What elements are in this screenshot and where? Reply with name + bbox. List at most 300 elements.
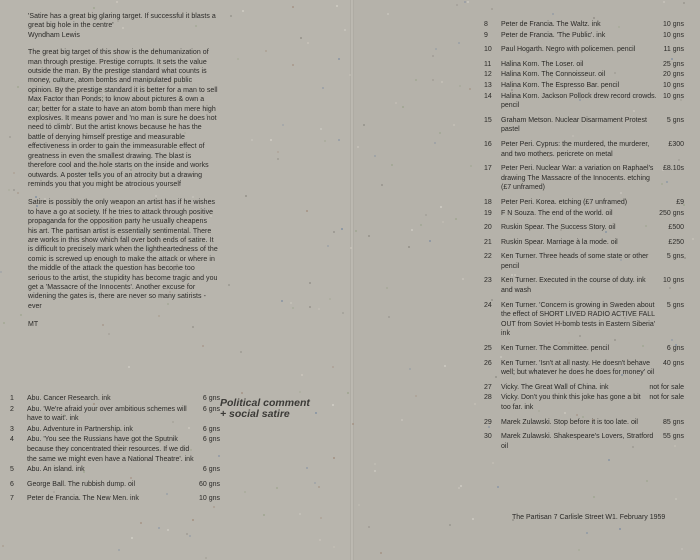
paper-fleck	[158, 527, 160, 529]
paper-fleck	[391, 164, 393, 166]
paper-fleck	[442, 221, 444, 223]
paper-fleck	[342, 312, 344, 314]
paper-fleck	[281, 300, 283, 302]
paper-fleck	[358, 504, 360, 506]
entry-number: 28	[484, 394, 492, 402]
paper-fleck	[409, 368, 411, 370]
entry-price: 10 gns	[662, 277, 684, 285]
entry-title: Marek Zulawski. Stop before it is too late. oil	[501, 418, 638, 426]
paper-fleck	[374, 463, 376, 465]
catalogue-entry	[484, 140, 684, 159]
entry-body	[501, 252, 684, 271]
paper-fleck	[265, 50, 267, 52]
paper-fleck	[307, 42, 309, 44]
entry-number: 21	[484, 238, 492, 246]
entry-row	[501, 60, 684, 70]
paper-fleck	[401, 419, 403, 421]
catalogue-entry	[484, 209, 684, 219]
entry-title: Paul Hogarth. Negro with policemen. pencil	[501, 46, 636, 54]
entry-price: 6 gns	[202, 425, 220, 433]
paper-fleck	[292, 64, 294, 66]
paper-fleck	[420, 224, 422, 226]
paper-fleck	[322, 87, 324, 89]
entry-price: not for sale	[649, 383, 684, 391]
entry-body	[501, 276, 684, 295]
paper-fleck	[186, 533, 188, 535]
paper-fleck	[329, 298, 331, 300]
catalogue-entry	[10, 425, 220, 435]
entry-price: 10 gns	[662, 31, 684, 39]
entry-body	[501, 223, 684, 233]
paper-fleck	[453, 124, 455, 126]
entry-title: George Ball. The rubbish dump. oil	[27, 480, 136, 488]
paper-fleck	[415, 395, 417, 397]
entry-number: 4	[10, 436, 14, 444]
paper-fleck	[408, 246, 410, 248]
entry-body	[501, 60, 684, 70]
entry-number: 6	[10, 480, 14, 488]
paper-fleck	[263, 514, 265, 516]
entry-row	[501, 198, 684, 208]
paper-fleck	[675, 498, 677, 500]
entry-row	[501, 344, 684, 354]
catalogue-entry	[484, 70, 684, 80]
entry-price: 40 gns	[662, 359, 684, 367]
catalogue-entry	[484, 81, 684, 91]
entry-row	[501, 301, 684, 339]
entry-row	[501, 238, 684, 248]
paper-fleck	[402, 106, 404, 108]
paper-fleck	[251, 139, 253, 141]
intro-paragraph-1: The great big target of this show is the dehumanization of man through prestige. Prestige corrupts. It sets the value outside the man. By the prestige standard what counts is money, culture, atom bombs and manipulated public opinion. By the prestige standard it is better for a man to sell Max Factor than Ponds; to know about pictures & own a car; better for a state to have an atom bomb than mere high explosives. It means power and 'no man is sure he does not need to climb'. But the artist knows because he has the battle of denying himself prestige and measurable effectiveness in order to gain the immeasurable effect of greatness in even the smallest drawing. The blast is therefore cool and the hole starts on the inside and works outwards. A poster tells you of an atrocity but a drawing reminds you that you might be atrocious yourself	[28, 49, 218, 188]
paper-fleck	[449, 524, 451, 526]
catalogue-entry	[10, 494, 220, 504]
paper-fleck	[368, 526, 370, 528]
paper-fleck	[425, 214, 427, 216]
paper-fleck	[140, 522, 142, 524]
imprint: The Partisan 7 Carlisle Street W1. February 1959	[512, 514, 666, 521]
entry-body	[501, 301, 684, 339]
entry-number: 18	[484, 198, 492, 206]
entry-price: 60 gns	[198, 480, 220, 488]
entry-price: 85 gns	[662, 418, 684, 426]
entry-price: 10 gns	[662, 92, 684, 100]
paper-fleck	[8, 189, 10, 191]
paper-fleck	[593, 17, 595, 19]
paper-fleck	[290, 302, 292, 304]
paper-fleck	[395, 102, 397, 104]
entry-title: Peter de Francia. The New Men. ink	[27, 495, 139, 503]
entry-row	[501, 276, 684, 295]
paper-fleck	[349, 74, 351, 76]
paper-fleck	[282, 124, 284, 126]
paper-fleck	[20, 314, 22, 316]
paper-fleck	[327, 245, 329, 247]
entry-number: 16	[484, 140, 492, 148]
entry-row	[501, 20, 684, 30]
entry-row	[501, 164, 684, 193]
paper-fleck	[277, 151, 279, 153]
works-list-right	[484, 20, 684, 456]
paper-fleck	[309, 306, 311, 308]
paper-fleck	[318, 308, 320, 310]
entry-body	[501, 92, 684, 111]
entry-number: 22	[484, 253, 492, 261]
entry-title: Peter de Francia. 'The Public'. ink	[501, 31, 606, 39]
entry-row	[501, 359, 684, 378]
page-fold	[350, 0, 354, 560]
entry-row	[501, 432, 684, 451]
catalogue-entry	[484, 31, 684, 41]
paper-fleck	[338, 139, 340, 141]
paper-fleck	[205, 557, 207, 559]
entry-title: Ken Turner. The Committee. pencil	[501, 345, 610, 353]
entry-number: 7	[10, 495, 14, 503]
entry-title: Abu. An island. ink	[27, 466, 85, 474]
paper-fleck	[357, 146, 359, 148]
paper-fleck	[344, 29, 346, 31]
paper-fleck	[352, 423, 354, 425]
entry-body	[501, 31, 684, 41]
paper-fleck	[3, 322, 5, 324]
entry-row	[27, 494, 220, 504]
catalogue-entry	[10, 435, 220, 464]
entry-number: 25	[484, 345, 492, 353]
entry-body	[501, 418, 684, 428]
entry-number: 9	[484, 31, 488, 39]
entry-number: 15	[484, 116, 492, 124]
entry-number: 26	[484, 359, 492, 367]
entry-body	[27, 465, 220, 475]
catalogue-entry	[484, 92, 684, 111]
paper-fleck	[270, 139, 272, 141]
paper-fleck	[491, 8, 493, 10]
paper-fleck	[355, 230, 357, 232]
catalogue-entry	[484, 45, 684, 55]
entry-body	[27, 425, 220, 435]
entry-title: F N Souza. The end of the world. oil	[501, 209, 613, 217]
paper-fleck	[128, 366, 130, 368]
entry-price: 5 gns	[666, 301, 684, 309]
paper-fleck	[93, 7, 95, 9]
paper-fleck	[301, 374, 303, 376]
paper-fleck	[336, 5, 338, 7]
paper-fleck	[276, 487, 278, 489]
catalogue-entry	[484, 60, 684, 70]
paper-fleck	[167, 529, 169, 531]
catalogue-entry	[10, 465, 220, 475]
entry-number: 23	[484, 277, 492, 285]
entry-body	[27, 480, 220, 490]
entry-row	[27, 394, 220, 404]
entry-price: £250	[668, 238, 684, 246]
paper-fleck	[320, 517, 322, 519]
entry-title: Abu. Adventure in Partnership. ink	[27, 425, 133, 433]
entry-row	[27, 435, 220, 464]
entry-title: Halina Korn. Jackson Pollock drew record crowds. pencil	[501, 92, 657, 110]
paper-fleck	[341, 228, 343, 230]
entry-row	[501, 45, 684, 55]
paper-fleck	[292, 6, 294, 8]
catalogue-entry	[484, 344, 684, 354]
paper-fleck	[474, 403, 476, 405]
catalogue-entry	[484, 383, 684, 393]
paper-fleck	[13, 189, 15, 191]
paper-fleck	[387, 13, 389, 15]
paper-fleck	[619, 528, 621, 530]
entry-row	[501, 31, 684, 41]
paper-fleck	[432, 79, 434, 81]
paper-fleck	[0, 271, 2, 273]
entry-title: Vicky. The Great Wall of China. ink	[501, 383, 609, 391]
entry-row	[27, 465, 220, 475]
paper-fleck	[242, 10, 244, 12]
paper-fleck	[333, 546, 335, 548]
paper-fleck	[470, 165, 472, 167]
paper-fleck	[388, 316, 390, 318]
entry-title: Vicky. Don't you think this joke has gone a bit too far. ink	[501, 394, 641, 411]
entry-title: Ken Turner. Executed in the course of duty. ink and wash	[501, 277, 646, 295]
paper-fleck	[299, 391, 301, 393]
paper-fleck	[333, 231, 335, 233]
catalogue-entry	[10, 480, 220, 490]
entry-number: 1	[10, 395, 14, 402]
paper-fleck	[347, 392, 349, 394]
paper-fleck	[192, 519, 194, 521]
entry-body	[501, 140, 684, 159]
entry-number: 3	[10, 425, 14, 433]
entry-body	[27, 394, 220, 404]
paper-fleck	[314, 482, 316, 484]
entry-price: £8.10s	[662, 165, 684, 173]
paper-fleck	[683, 2, 685, 4]
paper-fleck	[350, 247, 352, 249]
entry-title: Peter Peri. Korea. etching (£7 unframed)	[501, 198, 628, 206]
entry-title: Ken Turner. Three heads of some state or other pencil	[501, 253, 649, 270]
paper-fleck	[497, 486, 499, 488]
paper-fleck	[429, 240, 431, 242]
entry-row	[501, 252, 684, 271]
entry-row	[501, 383, 684, 393]
entry-number: 10	[484, 46, 492, 54]
entry-row	[501, 92, 684, 111]
paper-fleck	[381, 184, 383, 186]
entry-title: Ken Turner. 'Isn't at all nasty. He doesn't behave well; but whatever he does he does for money' oil	[501, 359, 655, 377]
works-list-left	[10, 394, 220, 509]
paper-fleck	[189, 535, 191, 537]
paper-fleck	[2, 545, 4, 547]
paper-fleck	[439, 132, 441, 134]
paper-fleck	[374, 155, 376, 157]
epigraph	[28, 12, 218, 40]
paper-fleck	[440, 206, 442, 208]
entry-number: 20	[484, 224, 492, 232]
paper-fleck	[460, 485, 462, 487]
catalogue-entry	[484, 276, 684, 295]
entry-row	[501, 209, 684, 219]
entry-price: 6 gns	[202, 436, 220, 444]
entry-row	[501, 393, 684, 412]
paper-fleck	[692, 238, 694, 240]
paper-fleck	[241, 392, 243, 394]
paper-fleck	[318, 486, 320, 488]
heading-line-1: Political comment	[220, 397, 310, 409]
heading-line-2: + social satire	[220, 408, 290, 420]
entry-price: 10 gns	[662, 81, 684, 89]
entry-price: 6 gns	[202, 466, 220, 474]
entry-row	[501, 81, 684, 91]
entry-number: 27	[484, 383, 492, 391]
paper-fleck	[324, 140, 326, 142]
paper-fleck	[306, 467, 308, 469]
entry-row	[501, 116, 684, 135]
paper-fleck	[663, 1, 665, 3]
entry-price: 55 gns	[662, 433, 684, 441]
paper-fleck	[299, 513, 301, 515]
entry-row	[501, 418, 684, 428]
paper-fleck	[458, 487, 460, 489]
entry-price: 20 gns	[662, 71, 684, 79]
paper-fleck	[411, 229, 413, 231]
entry-price: 6 gns	[202, 405, 220, 413]
entry-row	[501, 70, 684, 80]
entry-number: 13	[484, 81, 492, 89]
paper-fleck	[458, 42, 460, 44]
paper-fleck	[684, 257, 686, 259]
entry-title: Peter de Francia. The Waltz. ink	[501, 21, 601, 28]
entry-price: 250 gns	[659, 209, 684, 217]
entry-price: 10 gns	[198, 495, 220, 503]
entry-number: 19	[484, 209, 492, 217]
paper-fleck	[309, 282, 311, 284]
entry-row	[27, 480, 220, 490]
entry-title: Peter Peri. Nuclear War: a variation on Raphael's drawing The Massacre of the Innocents. etching (£7 unframed)	[501, 165, 654, 192]
entry-title: Halina Korn. The Espresso Bar. pencil	[501, 81, 620, 89]
entry-number: 2	[10, 405, 14, 413]
paper-fleck	[469, 88, 471, 90]
entry-body	[501, 393, 684, 412]
paper-fleck	[245, 195, 247, 197]
paper-fleck	[434, 142, 436, 144]
paper-fleck	[9, 136, 11, 138]
entry-number: 14	[484, 92, 492, 100]
entry-title: Marek Zulawski. Shakespeare's Lovers, Stratford oil	[501, 433, 654, 450]
paper-fleck	[13, 172, 15, 174]
paper-fleck	[300, 37, 302, 39]
entry-body	[501, 45, 684, 55]
paper-fleck	[116, 1, 118, 3]
paper-fleck	[332, 404, 334, 406]
entry-body	[27, 494, 220, 504]
paper-fleck	[332, 366, 334, 368]
catalogue-entry	[484, 238, 684, 248]
paper-fleck	[228, 284, 230, 286]
paper-fleck	[277, 158, 279, 160]
entry-title: Graham Metson. Nuclear Disarmament Protest pastel	[501, 116, 647, 134]
entry-row	[27, 425, 220, 435]
entry-number: 17	[484, 165, 492, 173]
entry-title: Ruskin Spear. The Success Story. oil	[501, 224, 616, 232]
entry-price: £300	[668, 140, 684, 148]
paper-fleck	[363, 124, 365, 126]
entry-number: 24	[484, 301, 492, 309]
paper-fleck	[17, 86, 19, 88]
catalogue-entry	[484, 418, 684, 428]
entry-body	[501, 164, 684, 193]
catalogue-entry	[484, 252, 684, 271]
paper-fleck	[319, 539, 321, 541]
entry-number: 8	[484, 21, 488, 28]
paper-fleck	[202, 345, 204, 347]
paper-fleck	[374, 470, 376, 472]
entry-price: 5 gns	[666, 116, 684, 124]
entry-price: 10 gns	[662, 21, 684, 28]
paper-fleck	[244, 491, 246, 493]
entry-price: 25 gns	[662, 60, 684, 68]
entry-body	[501, 81, 684, 91]
entry-number: 29	[484, 418, 492, 426]
catalogue-entry	[484, 164, 684, 193]
paper-fleck	[380, 552, 382, 554]
entry-row	[501, 223, 684, 233]
entry-body	[501, 383, 684, 393]
entry-title: Halina Korn. The Connoisseur. oil	[501, 71, 606, 79]
entry-number: 11	[484, 60, 492, 68]
paper-fleck	[464, 1, 466, 3]
entry-title: Abu. Cancer Research. ink	[27, 395, 111, 402]
paper-fleck	[444, 365, 446, 367]
entry-number: 30	[484, 433, 492, 441]
entry-body	[501, 359, 684, 378]
paper-fleck	[608, 459, 610, 461]
entry-body	[501, 198, 684, 208]
paper-fleck	[292, 307, 294, 309]
paper-fleck	[492, 462, 494, 464]
entry-price: 11 gns	[663, 46, 684, 54]
paper-fleck	[455, 218, 457, 220]
paper-fleck	[578, 549, 580, 551]
entry-body	[501, 344, 684, 354]
paper-fleck	[333, 457, 335, 459]
paper-fleck	[315, 412, 317, 414]
catalogue-entry	[484, 393, 684, 412]
catalogue-entry	[484, 432, 684, 451]
entry-price: 6 gns	[202, 395, 220, 402]
entry-number: 12	[484, 71, 492, 79]
epigraph-author: Wyndham Lewis	[28, 31, 80, 39]
paper-fleck	[462, 278, 464, 280]
paper-fleck	[17, 192, 19, 194]
catalogue-entry	[10, 405, 220, 424]
entry-body	[501, 70, 684, 80]
entry-body	[501, 209, 684, 219]
catalogue-entry	[484, 359, 684, 378]
paper-fleck	[472, 518, 474, 520]
paper-fleck	[593, 496, 595, 498]
epigraph-quote: 'Satire has a great big glaring target. If successful it blasts a great big hole in the centre'	[28, 13, 216, 30]
entry-row	[27, 405, 220, 424]
paper-fleck	[432, 55, 434, 57]
section-heading	[220, 398, 310, 420]
entry-body	[501, 116, 684, 135]
entry-title: Ken Turner. 'Concern is growing in Sweden about the effect of SHORT LIVED RADIO ACTIVE FALL OUT from Soviet H-bomb tests in Eastern Siberia' ink	[501, 301, 656, 338]
paper-fleck	[230, 15, 232, 17]
entry-price: 6 gns	[666, 345, 684, 353]
paper-fleck	[552, 13, 554, 15]
entry-title: Abu. 'You see the Russians have got the Sputnik because they concentrated their resources. If we did the same we might even have a National Theatre'. ink	[27, 436, 194, 463]
entry-price: £9	[676, 198, 684, 206]
catalogue-entry	[484, 223, 684, 233]
